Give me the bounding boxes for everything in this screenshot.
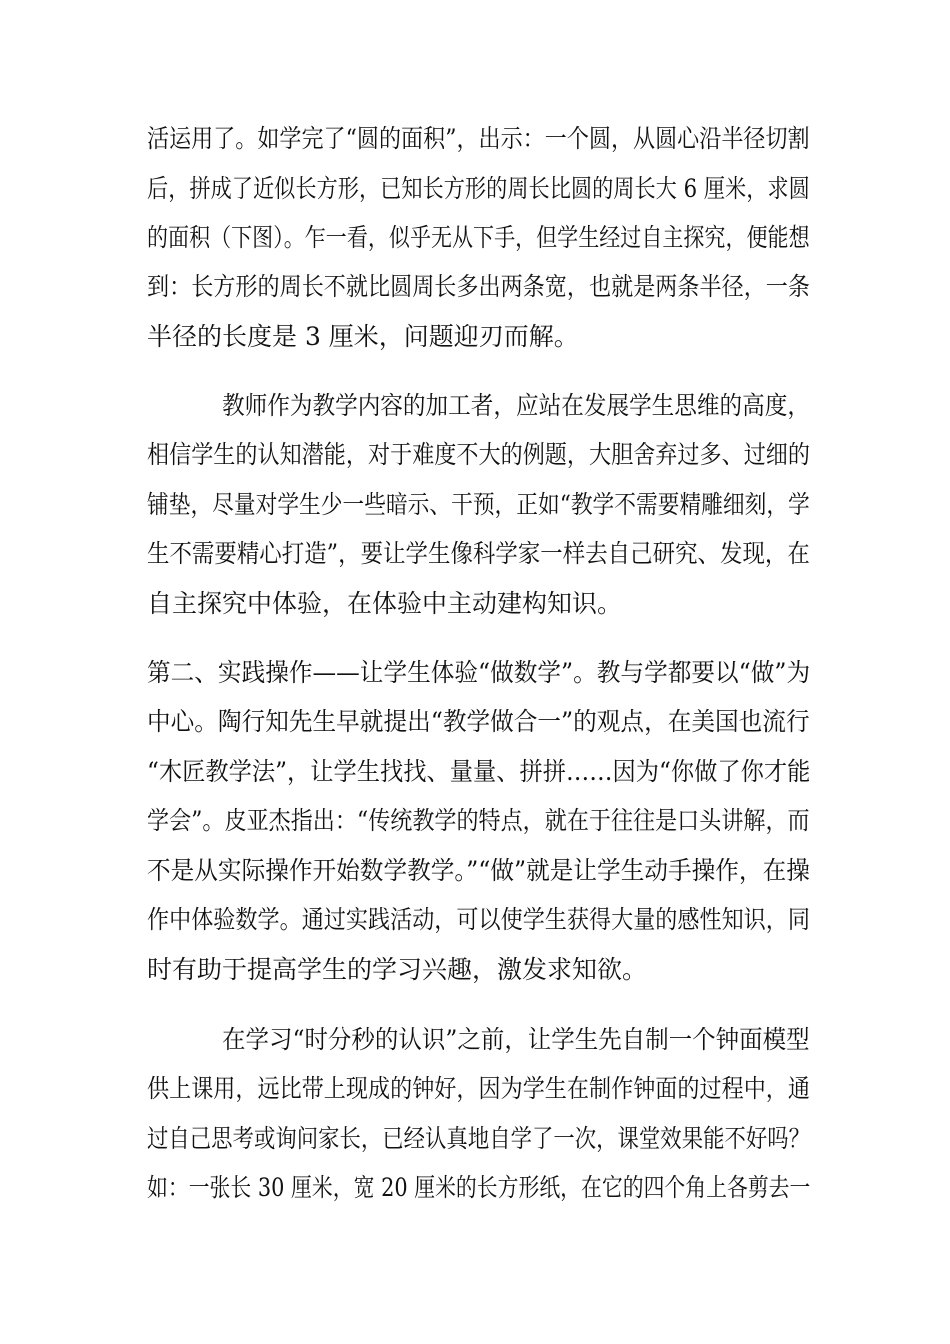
text-line: 半径的长度是 3 厘米，问题迎刃而解。 xyxy=(147,322,579,351)
text-line: 中心。陶行知先生早就提出“教学做合一”的观点，在美国也流行 xyxy=(147,707,810,736)
text-line: 铺垫，尽量对学生少一些暗示、干预，正如“教学不需要精雕细刻，学 xyxy=(147,490,810,519)
text-line: 第二、实践操作——让学生体验“做数学”。教与学都要以“做”为 xyxy=(147,658,811,687)
text-line: 自主探究中体验，在体验中主动建构知识。 xyxy=(147,589,623,618)
text-line: 如：一张长 30 厘米，宽 20 厘米的长方形纸，在它的四个角上各剪去一 xyxy=(147,1173,811,1202)
text-line: 教师作为教学内容的加工者，应站在发展学生思维的高度， xyxy=(222,391,811,420)
text-line: “木匠教学法”，让学生找找、量量、拼拼……因为“你做了你才能 xyxy=(147,757,811,786)
text-line: 的面积（下图）。乍一看，似乎无从下手，但学生经过自主探究，便能想 xyxy=(147,223,810,252)
text-line: 活运用了。如学完了“圆的面积”，出示：一个圆，从圆心沿半径切割 xyxy=(147,124,810,153)
text-line: 在学习“时分秒的认识”之前，让学生先自制一个钟面模型 xyxy=(222,1025,810,1054)
text-line: 到：长方形的周长不就比圆周长多出两条宽，也就是两条半径，一条 xyxy=(147,272,811,301)
text-line: 时有助于提高学生的学习兴趣，激发求知欲。 xyxy=(147,955,648,984)
text-line: 作中体验数学。通过实践活动，可以使学生获得大量的感性知识，同 xyxy=(147,905,811,934)
text-line: 后，拼成了近似长方形，已知长方形的周长比圆的周长大 6 厘米，求圆 xyxy=(147,174,810,203)
text-line: 生不需要精心打造”，要让学生像科学家一样去自己研究、发现，在 xyxy=(147,539,810,568)
text-line: 学会”。皮亚杰指出：“传统教学的特点，就在于往往是口头讲解，而 xyxy=(147,806,810,835)
text-line: 相信学生的认知潜能，对于难度不大的例题，大胆舍弃过多、过细的 xyxy=(147,440,811,469)
text-line: 过自己思考或询问家长，已经认真地自学了一次，课堂效果能不好吗？ xyxy=(147,1124,811,1153)
text-line: 不是从实际操作开始数学教学。”“做”就是让学生动手操作，在操 xyxy=(147,856,810,885)
text-line: 供上课用，远比带上现成的钟好，因为学生在制作钟面的过程中，通 xyxy=(147,1074,811,1103)
